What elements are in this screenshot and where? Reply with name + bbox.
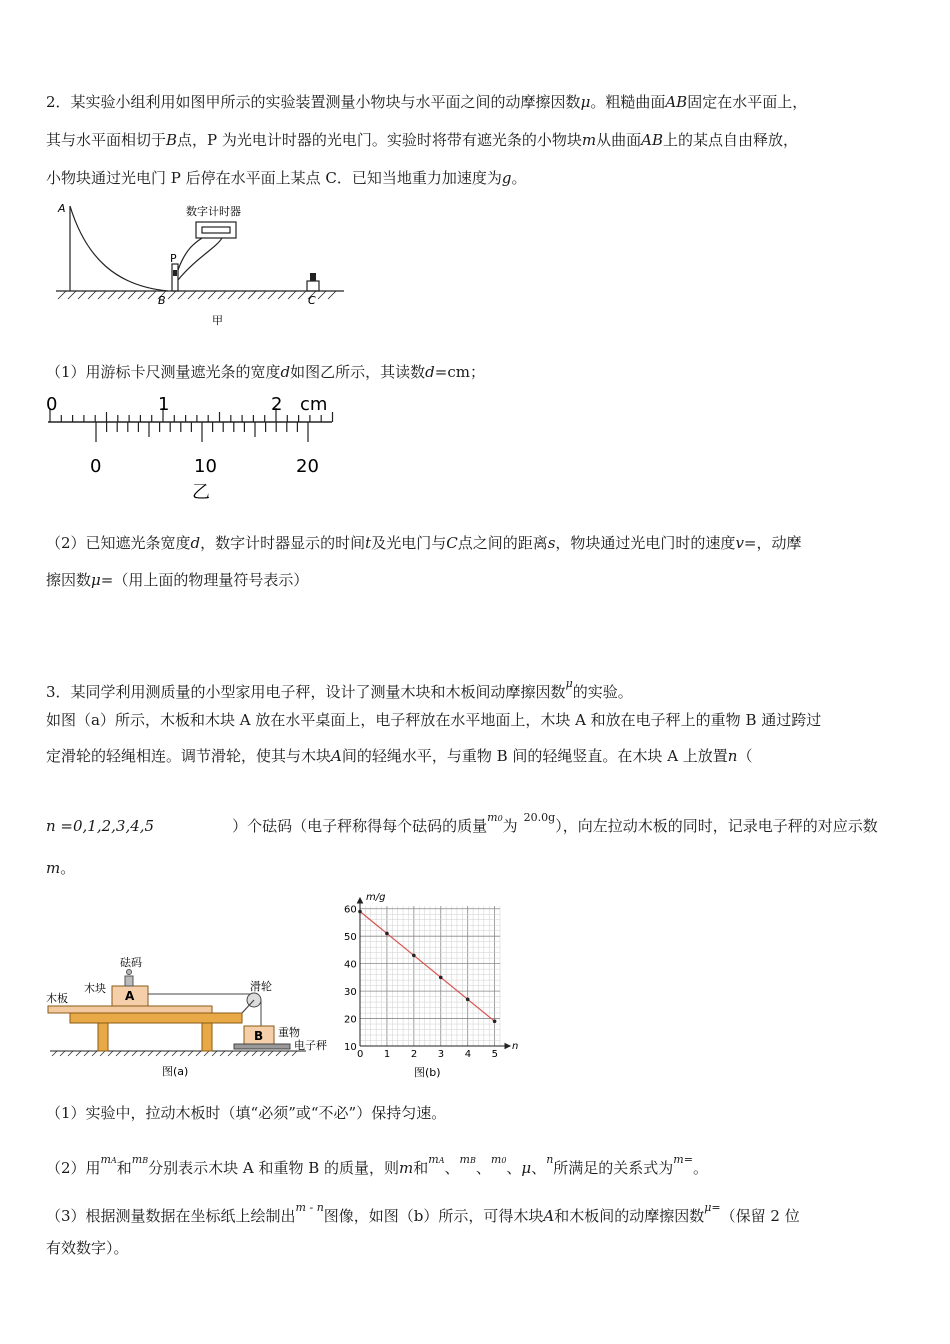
chart-point xyxy=(493,1019,497,1023)
chart-tick-labels xyxy=(344,905,498,1060)
chart-point xyxy=(412,954,416,958)
y-tick-label: 30 xyxy=(344,987,357,999)
chart-point xyxy=(358,910,362,914)
chart-grid xyxy=(360,906,500,1046)
caption-jia: 甲 xyxy=(212,314,223,327)
q3-line-5: m。 xyxy=(46,859,76,877)
label-pulley: 滑轮 xyxy=(250,980,272,993)
caption-yi: 乙 xyxy=(192,482,210,503)
figure-yi-caliper xyxy=(40,388,340,506)
q3-line-4: n =0,1,2,3,4,5 ）个砝码（电子秤称得每个砝码的质量$^{m0}$为 $^{20.0g}$），向左拉动木板的同时，记录电子秤的对应示数 xyxy=(46,811,878,835)
q2-sub-2: （2）已知遮光条宽度d，数字计时器显示的时间t及光电门与C点之间的距离s，物块通过光电门时的速度v=，动摩 xyxy=(46,534,802,552)
y-tick-label: 40 xyxy=(344,959,357,971)
q2-line-1: 2．某实验小组利用如图甲所示的实验装置测量小物块与水平面之间的动摩擦因数μ。粗糙曲面AB固定在水平面上， xyxy=(46,93,808,111)
label-a: A xyxy=(58,202,66,215)
q3-sub-2: （2）用$^{mA}$和$^{mB}$分别表示木块 A 和重物 B 的质量，则m和$^{mA}$、$^{mB}$、$^{m0}$、μ、$^n$所满足的关系式为$^{m=}$。 xyxy=(46,1153,708,1177)
q2-sub-1: （1）用游标卡尺测量遮光条的宽度d如图乙所示，其读数d=cm； xyxy=(46,363,485,381)
main-label-1: 1 xyxy=(158,394,170,415)
table-leg-right xyxy=(202,1023,212,1051)
main-label-0: 0 xyxy=(46,394,58,415)
y-tick-label: 10 xyxy=(344,1042,357,1053)
caption-a: 图(a) xyxy=(162,1065,189,1078)
q3-sub-1: （1）实验中，拉动木板时（填“必须”或“不必”）保持匀速。 xyxy=(46,1104,447,1122)
q3-sub-3: （3）根据测量数据在坐标纸上绘制出$^{m - n}$图像，如图（b）所示，可得木块A和木板间的动摩擦因数$^{\mu=}$（保留 2 位 xyxy=(46,1201,800,1225)
y-axis-arrow xyxy=(358,898,363,903)
y-tick-label: 50 xyxy=(344,932,357,944)
vernier-label-10: 10 xyxy=(194,456,217,477)
shutter-strip xyxy=(173,270,177,276)
x-tick-label: 2 xyxy=(410,1049,418,1060)
table-leg-left xyxy=(98,1023,108,1051)
label-c: C xyxy=(308,294,316,307)
y-tick-label: 20 xyxy=(344,1014,357,1026)
q3-line-3: 定滑轮的轻绳相连。调节滑轮，使其与木块A间的轻绳水平，与重物 B 间的轻绳竖直。在木块 A 上放置n（ xyxy=(46,747,753,765)
figure-a-apparatus xyxy=(44,950,327,1080)
x-tick-label: 5 xyxy=(491,1049,498,1060)
label-timer: 数字计时器 xyxy=(186,205,241,218)
figure-jia xyxy=(46,198,356,333)
q2-line-2: 其与水平面相切于B点，P 为光电计时器的光电门。实验时将带有遮光条的小物块m从曲面AB上的某点自由释放， xyxy=(46,131,799,149)
q3-line-2: 如图（a）所示，木板和木块 A 放在水平桌面上，电子秤放在水平地面上，木块 A 和放在电子秤上的重物 B 通过跨过 xyxy=(46,711,822,729)
label-block-a: A xyxy=(125,989,135,1003)
label-board: 木板 xyxy=(46,992,68,1005)
q2-line-3: 小物块通过光电门 P 后停在水平面上某点 C．已知当地重力加速度为g。 xyxy=(46,169,527,187)
chart-xlabel: n xyxy=(512,1041,519,1052)
chart-fit-line-group xyxy=(360,911,495,1021)
weight-stack xyxy=(125,976,133,986)
q2-sub-2-line-2: 擦因数μ=（用上面的物理量符号表示） xyxy=(46,571,309,589)
electronic-scale xyxy=(234,1044,290,1049)
vernier-label-0: 0 xyxy=(90,456,102,477)
chart-point xyxy=(385,932,389,936)
figure-b-chart xyxy=(332,886,532,1082)
caption-b: 图(b) xyxy=(414,1066,441,1079)
x-tick-label: 3 xyxy=(437,1049,445,1060)
x-axis-arrow xyxy=(505,1044,510,1049)
chart-ylabel: m/g xyxy=(366,892,386,903)
main-label-unit: cm xyxy=(300,394,328,415)
x-tick-label: 0 xyxy=(357,1049,364,1060)
weight-top xyxy=(127,970,132,975)
chart-point xyxy=(466,998,470,1002)
block-at-c xyxy=(310,273,316,281)
label-block-b: B xyxy=(254,1029,264,1043)
label-block: 木块 xyxy=(84,982,106,995)
x-tick-label: 4 xyxy=(464,1049,472,1060)
label-scale: 电子秤 xyxy=(294,1039,327,1052)
chart-axes xyxy=(358,898,511,1049)
q3-sub-3-line-2: 有效数字）。 xyxy=(46,1239,129,1257)
main-label-2: 2 xyxy=(271,394,283,415)
y-tick-label: 60 xyxy=(344,904,357,916)
chart-point xyxy=(439,976,443,980)
board xyxy=(48,1006,212,1013)
x-tick-label: 1 xyxy=(383,1049,391,1060)
table-top xyxy=(70,1013,242,1023)
q3-line-1: 3．某同学利用测质量的小型家用电子秤，设计了测量木块和木板间动摩擦因数$^\mu$的实验。 xyxy=(46,677,633,701)
label-p: P xyxy=(170,252,177,265)
chart-fit-line xyxy=(360,911,495,1021)
label-heavy: 重物 xyxy=(278,1026,300,1039)
label-weights: 砝码 xyxy=(120,956,142,969)
label-b: B xyxy=(158,294,166,307)
vernier-label-20: 20 xyxy=(296,456,319,477)
